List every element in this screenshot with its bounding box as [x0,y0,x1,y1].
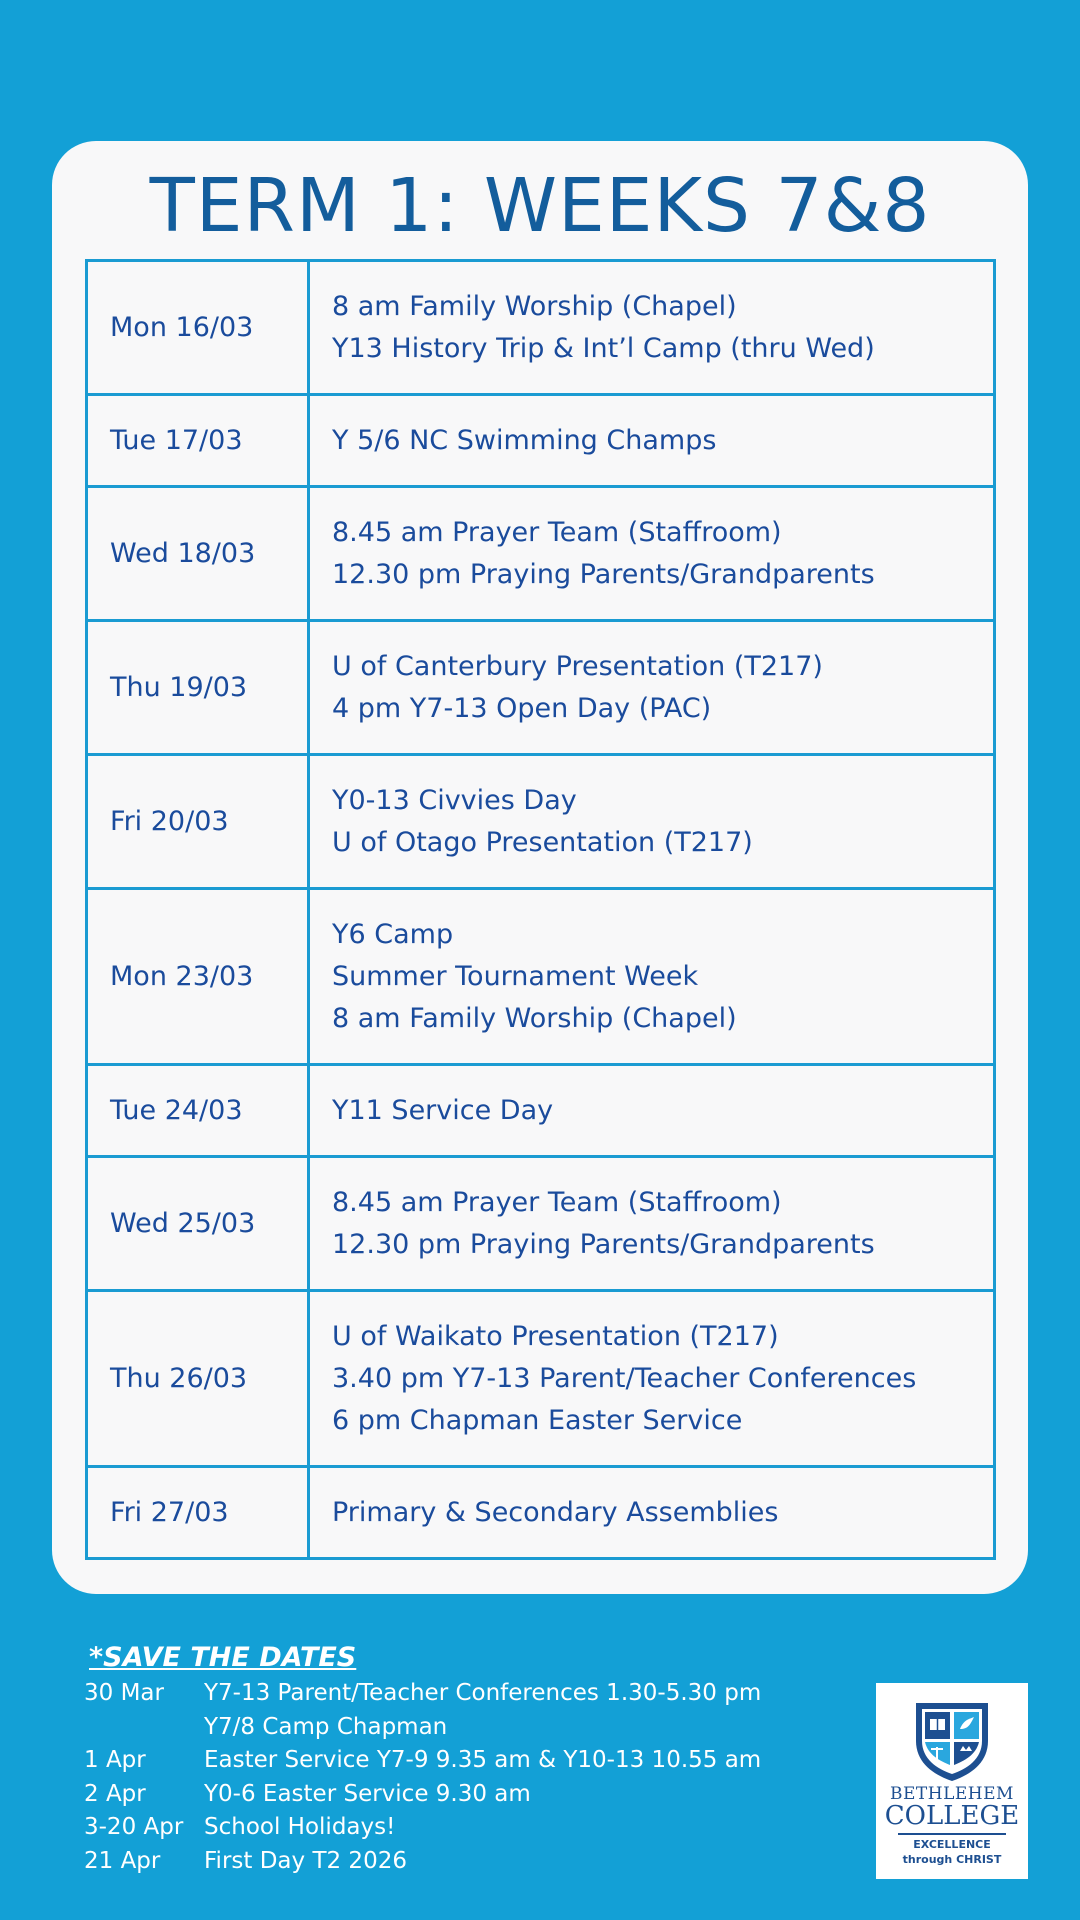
schedule-event: 8 am Family Worship (Chapel) [332,290,737,322]
schedule-row [87,1291,995,1467]
save-date-events [204,1744,761,1778]
schedule-event: U of Waikato Presentation (T217) [332,1320,779,1352]
schedule-day: Mon 23/03 [87,889,309,1065]
schedule-events [309,487,995,621]
schedule-day: Fri 27/03 [87,1467,309,1559]
schedule-events [309,621,995,755]
schedule-card [52,141,1028,1594]
save-the-dates [84,1642,854,1878]
schedule-day: Thu 26/03 [87,1291,309,1467]
logo-divider [898,1833,1006,1835]
schedule-event: 8.45 am Prayer Team (Staffroom) [332,1186,782,1218]
schedule-table [85,259,996,1560]
save-date-item [84,1744,854,1778]
save-date-item [84,1811,854,1845]
schedule-event: Y6 Camp [332,918,454,950]
save-date-events [204,1778,531,1812]
save-date-label: 1 Apr [84,1747,146,1773]
save-the-dates-heading: *SAVE THE DATES [89,1642,357,1673]
schedule-event: Y0-13 Civvies Day [332,784,577,816]
schedule-row [87,395,995,487]
page-title: TERM 1: WEEKS 7&8 [149,163,931,249]
save-date-event: Y0-6 Easter Service 9.30 am [204,1780,531,1807]
schedule-row [87,621,995,755]
schedule-day: Fri 20/03 [87,755,309,889]
schedule-event: Y 5/6 NC Swimming Champs [332,424,717,456]
college-logo [876,1683,1028,1879]
save-date-events [204,1811,395,1845]
save-date-item [84,1845,854,1879]
schedule-events [309,1291,995,1467]
logo-name-line2: COLLEGE [884,1801,1020,1831]
save-date-event: School Holidays! [204,1814,396,1840]
logo-tagline-line2: through CHRIST [902,1853,1002,1866]
schedule-events [309,261,995,395]
schedule-event: 8 am Family Worship (Chapel) [332,1002,737,1034]
schedule-row [87,1065,995,1157]
schedule-event: 8.45 am Prayer Team (Staffroom) [332,516,782,548]
schedule-event: Summer Tournament Week [332,960,699,992]
save-date-event: Easter Service Y7-9 9.35 am & Y10-13 10.55 am [204,1747,762,1773]
schedule-day: Wed 18/03 [87,487,309,621]
schedule-event: Y11 Service Day [332,1094,554,1126]
schedule-event: U of Otago Presentation (T217) [332,826,753,858]
schedule-event: 3.40 pm Y7-13 Parent/Teacher Conferences [332,1362,917,1394]
schedule-event: Y13 History Trip & Int’l Camp (thru Wed) [332,332,875,364]
schedule-events [309,395,995,487]
logo-name-line1: BETHLEHEM [890,1784,1014,1804]
schedule-row [87,1467,995,1559]
save-date-label: 2 Apr [84,1780,146,1807]
schedule-day: Wed 25/03 [87,1157,309,1291]
schedule-events [309,1065,995,1157]
schedule-day: Thu 19/03 [87,621,309,755]
save-date-events [204,1845,407,1879]
save-date-item [84,1778,854,1812]
save-date-label: 30 Mar [84,1680,164,1706]
schedule-event: Primary & Secondary Assemblies [332,1496,779,1528]
schedule-day: Mon 16/03 [87,261,309,395]
save-date-label: 21 Apr [84,1847,161,1874]
crest-icon [910,1697,994,1783]
save-date-event: Y7/8 Camp Chapman [204,1713,448,1740]
schedule-event: 12.30 pm Praying Parents/Grandparents [332,558,875,590]
schedule-day: Tue 17/03 [87,395,309,487]
schedule-event: U of Canterbury Presentation (T217) [332,650,823,682]
schedule-day: Tue 24/03 [87,1065,309,1157]
save-the-dates-list [84,1677,854,1878]
save-date-events [204,1677,761,1744]
schedule-events [309,889,995,1065]
schedule-events [309,755,995,889]
save-date-event: First Day T2 2026 [204,1847,407,1874]
schedule-events [309,1467,995,1559]
schedule-event: 4 pm Y7-13 Open Day (PAC) [332,692,712,724]
schedule-row [87,261,995,395]
save-date-label: 3-20 Apr [84,1814,184,1840]
save-date-event: Y7-13 Parent/Teacher Conferences 1.30-5.30 pm [204,1680,762,1706]
schedule-event: 12.30 pm Praying Parents/Grandparents [332,1228,875,1260]
schedule-event: 6 pm Chapman Easter Service [332,1404,743,1436]
logo-tagline-line1: EXCELLENCE [913,1838,991,1851]
schedule-row [87,1157,995,1291]
schedule-row [87,889,995,1065]
save-date-item [84,1677,854,1744]
schedule-row [87,487,995,621]
schedule-row [87,755,995,889]
schedule-events [309,1157,995,1291]
